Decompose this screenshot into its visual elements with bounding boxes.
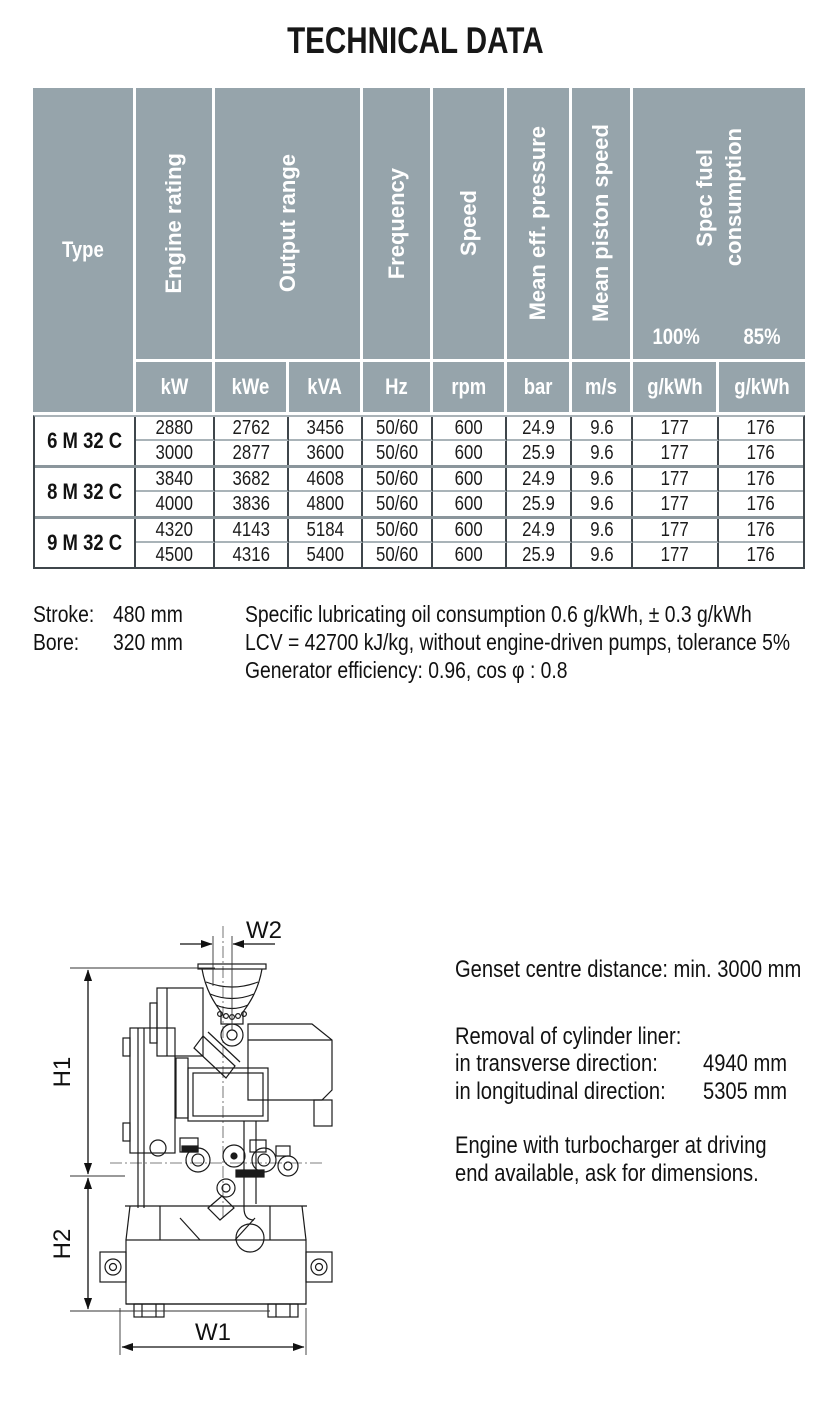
transverse-row <box>455 1050 805 1078</box>
lcv-note-line: LCV = 42700 kJ/kg, without engine-driven pumps, tolerance 5% <box>245 629 791 655</box>
bore-stroke-block <box>33 600 196 656</box>
table-cell: 24.9 <box>507 468 572 492</box>
oil-note-line: Specific lubricating oil consumption 0.6 g/kWh, ± 0.3 g/kWh <box>245 601 752 627</box>
generator-efficiency-line: Generator efficiency: 0.96, cos φ : 0.8 <box>245 657 568 683</box>
table-cell: 176 <box>719 468 803 492</box>
table-cell: 177 <box>633 492 719 516</box>
dimension-w2 <box>180 917 282 1030</box>
table-cell: 50/60 <box>363 468 433 492</box>
table-cell: 3682 <box>215 468 289 492</box>
bore-value: 320 mm <box>113 629 183 655</box>
header-engine-rating: Engine rating <box>136 88 215 362</box>
unit-rpm: rpm <box>433 362 507 412</box>
consumption-notes-block <box>245 600 830 684</box>
table-cell: 2880 <box>136 417 215 441</box>
header-spec-fuel-consumption: Spec fuel consumption 100% 85% <box>633 88 805 362</box>
table-cell: 177 <box>633 519 719 543</box>
table-cell: 9.6 <box>572 492 633 516</box>
engine-type: 8 M 32 C <box>35 468 136 516</box>
engine-group-8m32c <box>35 468 803 519</box>
table-cell: 4143 <box>215 519 289 543</box>
table-cell: 4608 <box>289 468 363 492</box>
h2-label: H2 <box>49 1228 76 1260</box>
stroke-value: 480 mm <box>113 601 183 627</box>
table-cell: 24.9 <box>507 417 572 441</box>
header-output-range: Output range <box>215 88 363 362</box>
table-cell: 3836 <box>215 492 289 516</box>
w1-label: W1 <box>195 1319 231 1346</box>
table-cell: 600 <box>433 417 507 441</box>
technical-data-table <box>33 88 805 569</box>
table-cell: 9.6 <box>572 468 633 492</box>
table-body <box>33 415 805 569</box>
header-mean-piston-speed: Mean piston speed <box>572 88 633 362</box>
table-cell: 600 <box>433 492 507 516</box>
w2-label: W2 <box>246 917 282 944</box>
table-cell: 5400 <box>289 543 363 567</box>
table-cell: 2877 <box>215 441 289 465</box>
dimension-w1 <box>120 1308 306 1355</box>
bore-label: Bore: <box>33 629 80 655</box>
table-cell: 176 <box>746 493 776 515</box>
engine-type: 9 M 32 C <box>35 519 136 567</box>
table-cell: 5184 <box>289 519 363 543</box>
genset-distance-line: Genset centre distance: min. 3000 mm <box>455 956 802 983</box>
table-cell: 50/60 <box>363 417 433 441</box>
page-title: TECHNICAL DATA <box>286 20 544 61</box>
unit-hz: Hz <box>363 362 433 412</box>
table-cell: 176 <box>719 519 803 543</box>
table-cell: 177 <box>633 468 719 492</box>
table-cell: 177 <box>633 417 719 441</box>
table-cell: 9.6 <box>572 441 633 465</box>
header-speed: Speed <box>433 88 507 362</box>
table-cell: 25.9 <box>507 492 572 516</box>
header-type: Type <box>33 88 136 412</box>
table-cell: 600 <box>433 468 507 492</box>
table-cell: 9.6 <box>572 519 633 543</box>
turbocharger-note-line2: end available, ask for dimensions. <box>455 1159 759 1187</box>
table-cell: 3000 <box>136 441 215 465</box>
table-cell: 176 <box>719 417 803 441</box>
unit-ms: m/s <box>572 362 633 412</box>
unit-gkwh-85: g/kWh <box>719 362 805 412</box>
removal-title: Removal of cylinder liner: <box>455 1022 682 1050</box>
transverse-value: 4940 mm <box>703 1050 788 1077</box>
table-cell: 600 <box>433 519 507 543</box>
engine-type: 6 M 32 C <box>35 417 136 465</box>
table-cell: 24.9 <box>507 519 572 543</box>
table-cell: 4800 <box>289 492 363 516</box>
installation-info-block <box>455 956 805 1187</box>
table-cell: 176 <box>746 544 776 566</box>
table-cell: 177 <box>633 441 719 465</box>
engine-outline-svg <box>30 908 430 1368</box>
load-85-label: 85% <box>743 324 781 349</box>
table-cell: 25.9 <box>507 441 572 465</box>
table-cell: 3600 <box>289 441 363 465</box>
table-cell: 176 <box>746 442 776 464</box>
engine-line-art <box>100 964 332 1317</box>
header-mean-eff-pressure: Mean eff. pressure <box>507 88 572 362</box>
table-cell: 4320 <box>136 519 215 543</box>
table-cell: 600 <box>433 543 507 567</box>
table-header <box>33 88 805 412</box>
table-cell: 50/60 <box>363 543 433 567</box>
longitudinal-label: in longitudinal direction: <box>455 1077 666 1105</box>
longitudinal-value: 5305 mm <box>703 1077 788 1105</box>
h1-label: H1 <box>49 1056 76 1088</box>
table-cell: 4316 <box>215 543 289 567</box>
unit-gkwh-100: g/kWh <box>633 362 719 412</box>
load-100-label: 100% <box>652 324 700 349</box>
table-cell: 4500 <box>136 543 215 567</box>
table-cell: 600 <box>433 441 507 465</box>
table-cell: 4000 <box>136 492 215 516</box>
center-lines <box>110 926 322 1218</box>
transverse-label: in transverse direction: <box>455 1050 658 1077</box>
engine-group-9m32c <box>35 519 803 567</box>
dimension-h1 <box>49 968 215 1176</box>
table-cell: 2762 <box>215 417 289 441</box>
table-cell: 25.9 <box>507 543 572 567</box>
table-cell: 50/60 <box>363 492 433 516</box>
unit-kva: kVA <box>289 362 363 412</box>
longitudinal-row <box>455 1078 805 1106</box>
engine-dimension-drawing <box>30 908 430 1368</box>
table-cell: 50/60 <box>363 441 433 465</box>
engine-group-6m32c <box>35 417 803 468</box>
header-frequency: Frequency <box>363 88 433 362</box>
table-cell: 177 <box>633 543 719 567</box>
unit-bar: bar <box>507 362 572 412</box>
dimension-h2 <box>49 1178 270 1311</box>
turbocharger-note-line1: Engine with turbocharger at driving <box>455 1132 767 1159</box>
table-cell: 9.6 <box>572 417 633 441</box>
stroke-label: Stroke: <box>33 601 95 627</box>
table-cell: 50/60 <box>363 519 433 543</box>
table-cell: 9.6 <box>572 543 633 567</box>
unit-kwe: kWe <box>215 362 289 412</box>
unit-kw: kW <box>136 362 215 412</box>
table-cell: 3840 <box>136 468 215 492</box>
table-cell: 3456 <box>289 417 363 441</box>
